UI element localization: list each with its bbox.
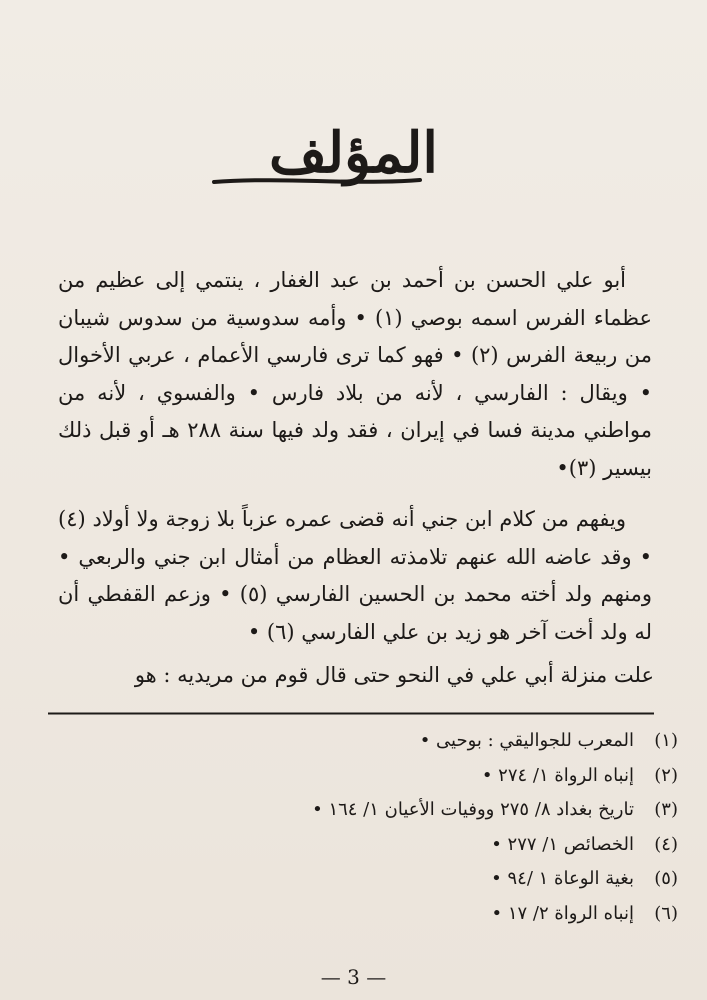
footnote-item [60,897,678,932]
footnote-number: (٥) [654,868,678,889]
footnote-text: إنباه الرواة ١/ ٢٧٤ • [481,764,634,786]
footnote-item [60,793,678,828]
footnote-number: (٢) [654,764,678,786]
paragraph: أبو علي الحسن بن أحمد بن عبد الغفار ، ينتمي إلى عظيم من عظماء الفرس اسمه بوصي (١) • وأمه سدوسية من سدوس شيبان من ربيعة الفرس (٢) • فهو كما ترى فارسي الأعمام ، عربي الأخوال • ويقال : الفارسي ، لأنه من بلاد فارس • والفسوي ، لأنه من مواطني مدينة فسا في إيران ، فقد ولد فيها سنة ٢٨٨ هـ أو قبل ذلك بيسير (٣)• [58,268,652,480]
chapter-heading: المؤلف [269,120,438,186]
footnote-number: (٣) [654,799,678,820]
footnote-item [60,862,678,897]
footnote-number: (٦) [654,902,678,924]
footnote-text: إنباه الرواة ٢/ ١٧ • [491,902,634,924]
footnote-number: (٤) [654,833,678,855]
footnote-text: المعرب للجواليقي : بوحيى • [419,730,634,751]
footnote-text: بغية الوعاة ١ /٩٤ • [491,868,634,889]
heading-swash [212,176,422,186]
footnote-text: تاريخ بغداد ٨/ ٢٧٥ ووفيات الأعيان ١/ ١٦٤ • [312,799,634,820]
footnote-number: (١) [654,730,678,751]
paragraph: ويفهم من كلام ابن جني أنه قضى عمره عزباً بلا زوجة ولا أولاد (٤) • وقد عاضه الله عنهم تلامذته العظام من أمثال ابن جني والربعي • ومنهم ولد أخته محمد بن الحسين الفارسي (٥) • وزعم القفطي أن له ولد أخت آخر هو زيد بن علي الفارسي (٦) • [58,507,652,644]
footnote-text: الخصائص ١/ ٢٧٧ • [491,833,634,855]
footnotes [60,724,678,931]
footnote-item [60,759,678,794]
footnote-separator [48,712,654,715]
footnote-item [60,828,678,863]
footnote-item [60,724,678,759]
main-text [58,262,652,651]
page-number: — 3 — [320,965,387,989]
paragraph-continuation: علت منزلة أبي علي في النحو حتى قال قوم من مريديه : هو [134,663,654,687]
